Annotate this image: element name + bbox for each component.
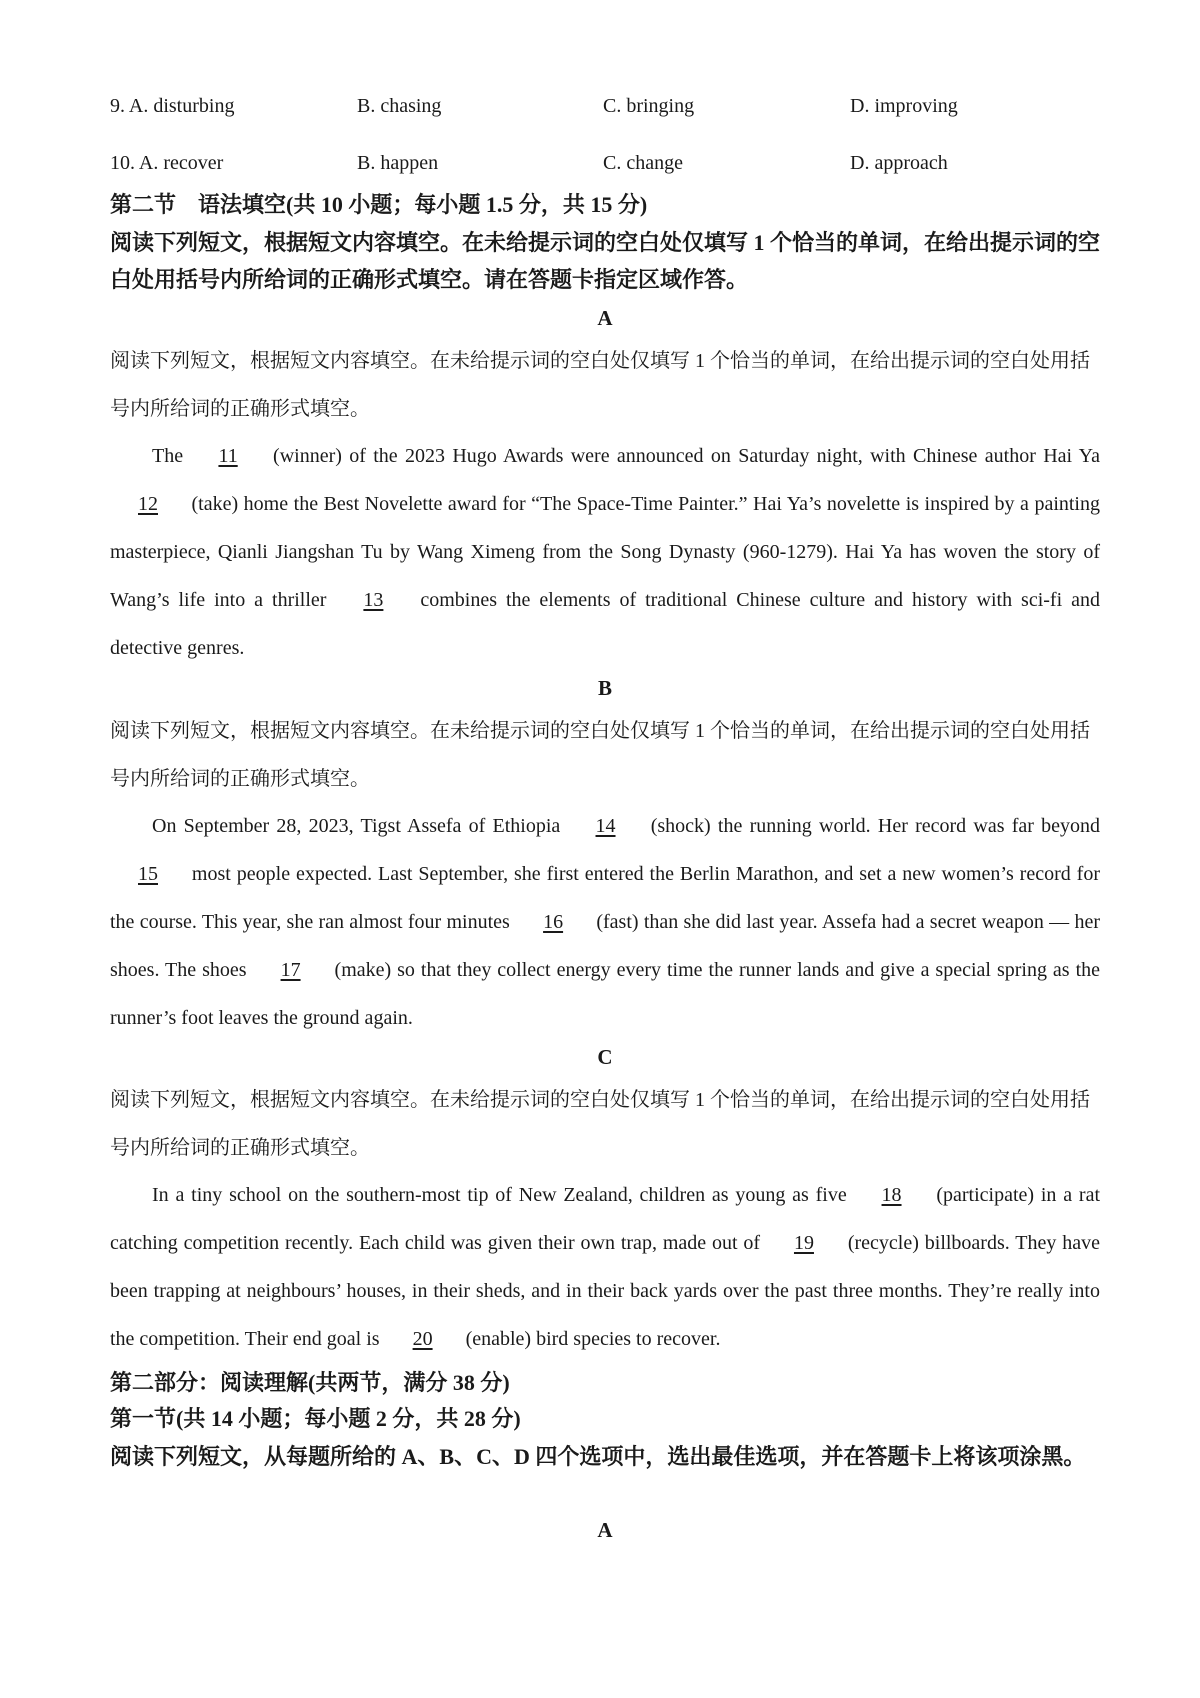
option-c: C. change <box>603 152 683 174</box>
answer-blank[interactable]: 16 <box>543 911 564 933</box>
section-heading: 第一节(共 14 小题；每小题 2 分，共 28 分) <box>110 1406 521 1431</box>
passage-instruction: 阅读下列短文，根据短文内容填空。在未给提示词的空白处仅填写 1 个恰当的单词，在给出提示词的空白处用括号内所给词的正确形式填空。 <box>110 350 1090 420</box>
option-c: C. bringing <box>603 95 695 117</box>
section-heading: 第二节 语法填空(共 10 小题；每小题 1.5 分，共 15 分) <box>110 192 648 217</box>
answer-blank[interactable]: 14 <box>595 815 616 837</box>
question-9-options <box>110 95 1090 123</box>
passage-text: On September 28, 2023, Tigst Assefa of Ethiopia 14 (shock) the running world. Her record was far beyond 15 most people expected. Last September, she first entered the Berlin Marathon, and set a new women’s record for the course. This year, she ran almost four minutes 16 (fast) than she did last year. Assefa had a secret weapon — her shoes. The shoes 17 (make) so that they collect energy every time the runner lands and give a special spring as the runner’s foot leaves the ground again. <box>110 802 1100 1042</box>
option-b: B. chasing <box>357 95 442 117</box>
answer-blank[interactable]: 15 <box>138 863 158 885</box>
part-heading: 第二部分：阅读理解(共两节，满分 38 分) <box>110 1370 510 1395</box>
answer-blank[interactable]: 11 <box>218 445 238 467</box>
answer-blank[interactable]: 20 <box>412 1328 433 1350</box>
answer-blank[interactable]: 12 <box>138 493 158 515</box>
passage-text: In a tiny school on the southern-most tip of New Zealand, children as young as five 18 (participate) in a rat catching competition recently. Each child was given their own trap, made out of 19 (recycle) billboards. They have been trapping at neighbours’ houses, in their sheds, and in their back yards over the past three months. They’re really into the competition. Their end goal is 20 (enable) bird species to recover. <box>110 1171 1100 1363</box>
passage-instruction: 阅读下列短文，根据短文内容填空。在未给提示词的空白处仅填写 1 个恰当的单词，在给出提示词的空白处用括号内所给词的正确形式填空。 <box>110 720 1090 790</box>
passage-text: The 11 (winner) of the 2023 Hugo Awards were announced on Saturday night, with Chinese author Hai Ya 12 (take) home the Best Novelette award for “The Space-Time Painter.” Hai Ya’s novelette is inspired by a painting masterpiece, Qianli Jiangshan Tu by Wang Ximeng from the Song Dynasty (960-1279). Hai Ya has woven the story of Wang’s life into a thriller 13 combines the elements of traditional Chinese culture and history with sci-fi and detective genres. <box>110 432 1100 672</box>
question-10-options <box>110 152 1090 180</box>
passage-label: B <box>597 676 612 700</box>
answer-blank[interactable]: 19 <box>793 1232 814 1254</box>
passage-label: A <box>597 1518 613 1542</box>
answer-blank[interactable]: 18 <box>881 1184 902 1206</box>
passage-instruction: 阅读下列短文，根据短文内容填空。在未给提示词的空白处仅填写 1 个恰当的单词，在给出提示词的空白处用括号内所给词的正确形式填空。 <box>110 1089 1090 1159</box>
option-a: 9. A. disturbing <box>110 95 235 117</box>
option-d: D. improving <box>850 95 958 117</box>
answer-blank[interactable]: 13 <box>363 589 384 611</box>
option-b: B. happen <box>357 152 439 174</box>
option-a: 10. A. recover <box>110 152 224 174</box>
section-instruction: 阅读下列短文，从每题所给的 A、B、C、D 四个选项中，选出最佳选项，并在答题卡上将该项涂黑。 <box>110 1444 1086 1469</box>
answer-blank[interactable]: 17 <box>280 959 301 981</box>
section-instruction: 阅读下列短文，根据短文内容填空。在未给提示词的空白处仅填写 1 个恰当的单词，在给出提示词的空白处用括号内所给词的正确形式填空。请在答题卡指定区域作答。 <box>110 230 1101 292</box>
option-d: D. approach <box>850 152 948 174</box>
passage-label: C <box>597 1045 613 1069</box>
passage-label: A <box>597 306 613 330</box>
